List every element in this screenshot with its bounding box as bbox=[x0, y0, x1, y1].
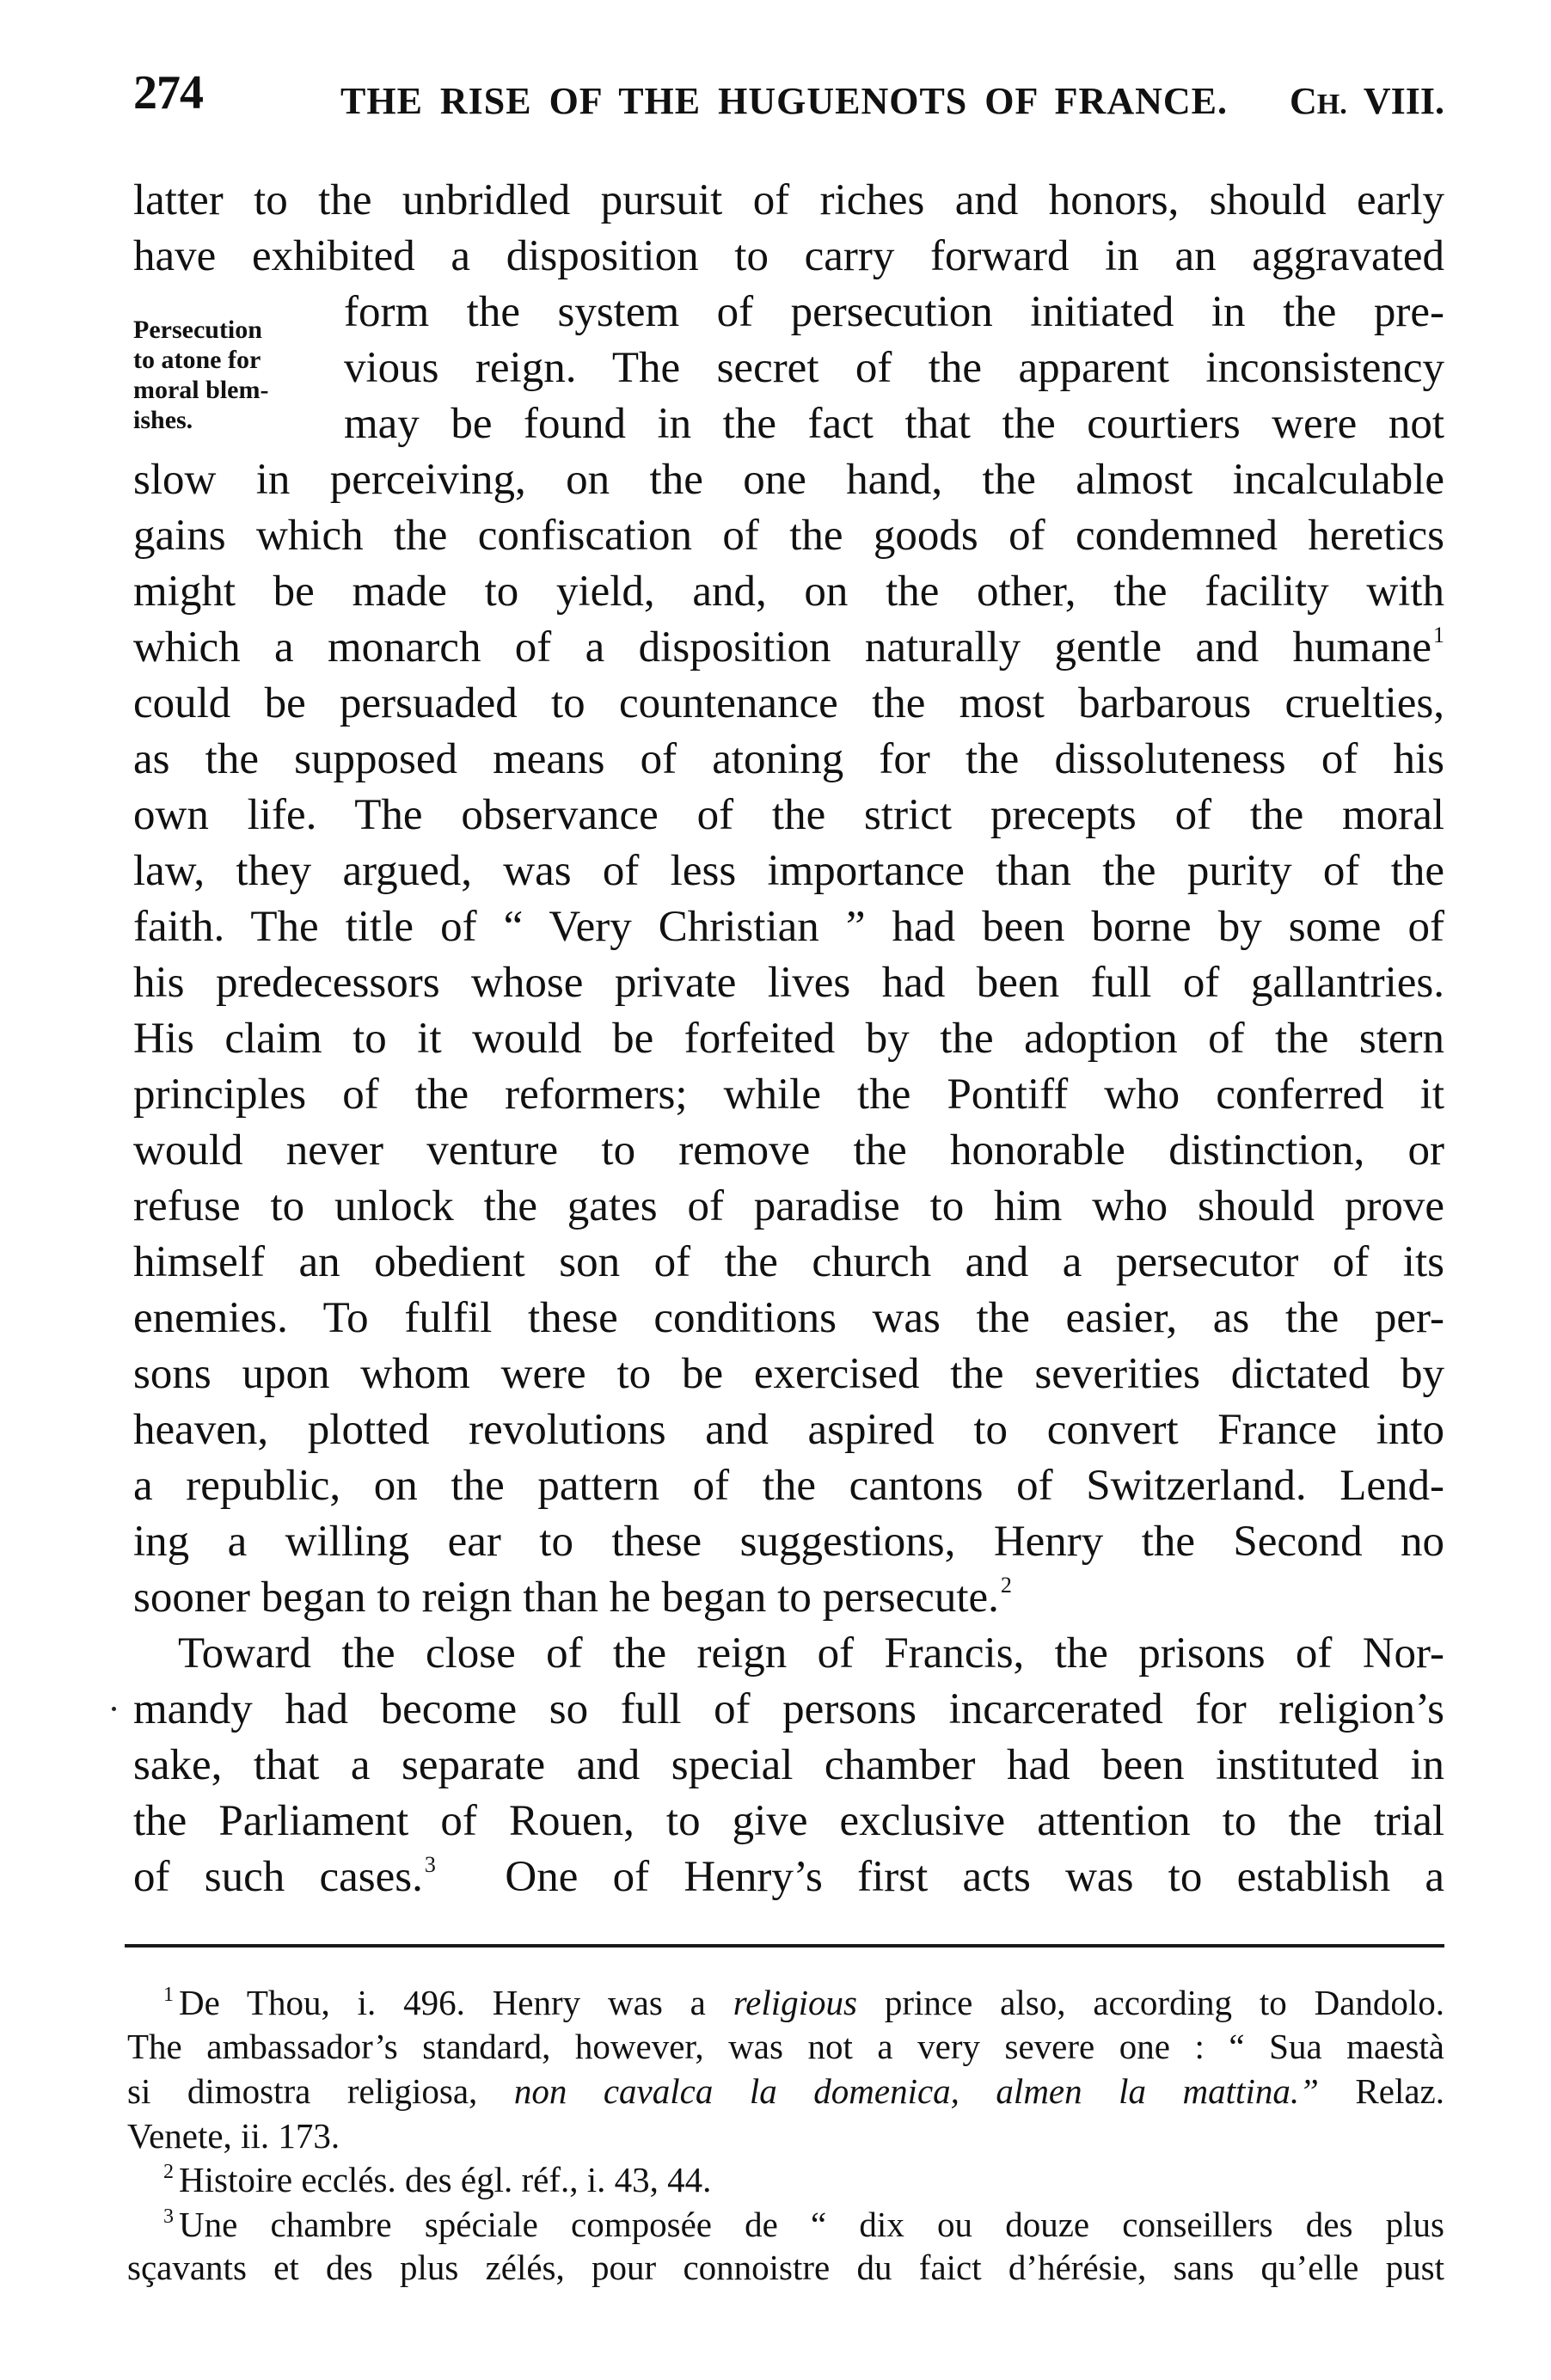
footnote-marker: 3 bbox=[163, 2205, 174, 2228]
running-title: THE RISE OF THE HUGUENOTS OF FRANCE. bbox=[340, 80, 1228, 122]
body-line bbox=[133, 1570, 1444, 1626]
footnote-text: si dimostra religiosa, bbox=[127, 2071, 478, 2111]
body-line: could be persuaded to countenance the most barbarous cruelties, bbox=[133, 679, 1444, 727]
footnote-1-line bbox=[127, 2070, 1444, 2113]
footnote-3-line: sçavants et des plus zélés, pour connoistre du faict d’hérésie, sans qu’elle pust bbox=[127, 2248, 1444, 2287]
footnote-1-line: The ambassador’s standard, however, was not a very severe one : “ Sua maestà bbox=[127, 2027, 1444, 2066]
body-line-text: sooner began to reign than he began to persecute. bbox=[133, 1573, 999, 1622]
footnote-italic: religious bbox=[733, 1983, 857, 2022]
body-line: the Parliament of Rouen, to give exclusive attention to the trial bbox=[133, 1797, 1444, 1845]
body-line-text: One of Henry’s first acts was to establish a bbox=[505, 1853, 1444, 1901]
body-line: refuse to unlock the gates of paradise to him who should prove bbox=[133, 1182, 1444, 1230]
body-line: may be found in the fact that the courtiers were not bbox=[344, 400, 1444, 448]
margin-note-line: Persecution bbox=[133, 316, 262, 344]
body-line bbox=[133, 1849, 1444, 1905]
chapter-prefix-rest: H. bbox=[1316, 89, 1347, 120]
body-line: himself an obedient son of the church and a persecutor of its bbox=[133, 1238, 1444, 1286]
body-line-text: of such cases. bbox=[133, 1853, 423, 1901]
footnote-2 bbox=[163, 2158, 1444, 2202]
footnote-1-line: Venete, ii. 173. bbox=[127, 2116, 340, 2156]
chapter-number: VIII. bbox=[1363, 80, 1444, 122]
footnote-text: Une chambre spéciale composée de “ dix ou douze conseillers des plus bbox=[179, 2205, 1444, 2244]
page-number: 274 bbox=[133, 66, 203, 120]
body-line: have exhibited a disposition to carry forward in an aggravated bbox=[133, 232, 1444, 280]
body-line: His claim to it would be forfeited by the adoption of the stern bbox=[133, 1015, 1444, 1063]
body-line: latter to the unbridled pursuit of riches and honors, should early bbox=[133, 176, 1444, 224]
footnote-1 bbox=[163, 1981, 1444, 2025]
footnote-text: prince also, according to Dandolo. bbox=[884, 1983, 1445, 2022]
body-line: mandy had become so full of persons incarcerated for religion’s bbox=[133, 1685, 1444, 1733]
body-line: sons upon whom were to be exercised the severities dictated by bbox=[133, 1350, 1444, 1398]
body-line bbox=[133, 620, 1444, 676]
print-speck bbox=[112, 1707, 116, 1711]
footnote-marker: 2 bbox=[163, 2161, 174, 2183]
body-line: as the supposed means of atoning for the dissoluteness of his bbox=[133, 735, 1444, 783]
body-line: gains which the confiscation of the goods of condemned heretics bbox=[133, 512, 1444, 560]
body-line: might be made to yield, and, on the other, the facility with bbox=[133, 567, 1444, 616]
body-line: sake, that a separate and special chamber had been instituted in bbox=[133, 1741, 1444, 1789]
body-line: slow in perceiving, on the one hand, the almost incalculable bbox=[133, 456, 1444, 504]
body-line: ing a willing ear to these suggestions, Henry the Second no bbox=[133, 1518, 1444, 1566]
footnote-text: Relaz. bbox=[1355, 2071, 1445, 2111]
footnote-italic: non cavalca la domenica, almen la mattina.” bbox=[513, 2071, 1319, 2111]
body-line: enemies. To fulfil these conditions was the easier, as the per- bbox=[133, 1294, 1444, 1342]
body-line: faith. The title of “ Very Christian ” had been borne by some of bbox=[133, 903, 1444, 951]
margin-note-line: moral blem- bbox=[133, 376, 269, 404]
chapter-prefix-initial: C bbox=[1290, 80, 1317, 122]
chapter-label bbox=[1290, 80, 1444, 124]
body-line: vious reign. The secret of the apparent inconsistency bbox=[344, 344, 1444, 392]
footnote-ref-2[interactable]: 2 bbox=[1000, 1573, 1012, 1598]
body-line: a republic, on the pattern of the cantons of Switzerland. Lend- bbox=[133, 1462, 1444, 1510]
body-line: would never venture to remove the honorable distinction, or bbox=[133, 1126, 1444, 1175]
body-line: own life. The observance of the strict precepts of the moral bbox=[133, 791, 1444, 839]
body-line: principles of the reformers; while the Pontiff who conferred it bbox=[133, 1070, 1444, 1119]
footnote-rule bbox=[125, 1944, 1444, 1948]
footnote-marker: 1 bbox=[163, 1984, 174, 2006]
body-line: his predecessors whose private lives had been full of gallantries. bbox=[133, 959, 1444, 1007]
body-line: law, they argued, was of less importance than the purity of the bbox=[133, 847, 1444, 895]
margin-note-line: ishes. bbox=[133, 406, 193, 434]
margin-note-line: to atone for bbox=[133, 346, 261, 374]
paragraph-start-line: Toward the close of the reign of Francis, the prisons of Nor- bbox=[178, 1629, 1444, 1678]
body-line: heaven, plotted revolutions and aspired to convert France into bbox=[133, 1406, 1444, 1454]
body-line-text: which a monarch of a disposition naturally gentle and humane bbox=[133, 623, 1431, 672]
footnote-text: Histoire ecclés. des égl. réf., i. 43, 44. bbox=[179, 2160, 712, 2199]
footnote-ref-1[interactable]: 1 bbox=[1433, 623, 1444, 647]
footnote-3 bbox=[163, 2203, 1444, 2247]
margin-note bbox=[133, 315, 297, 435]
footnote-ref-3[interactable]: 3 bbox=[424, 1852, 436, 1877]
footnote-text: De Thou, i. 496. Henry was a bbox=[179, 1983, 706, 2022]
body-line: form the system of persecution initiated in the pre- bbox=[344, 288, 1444, 336]
